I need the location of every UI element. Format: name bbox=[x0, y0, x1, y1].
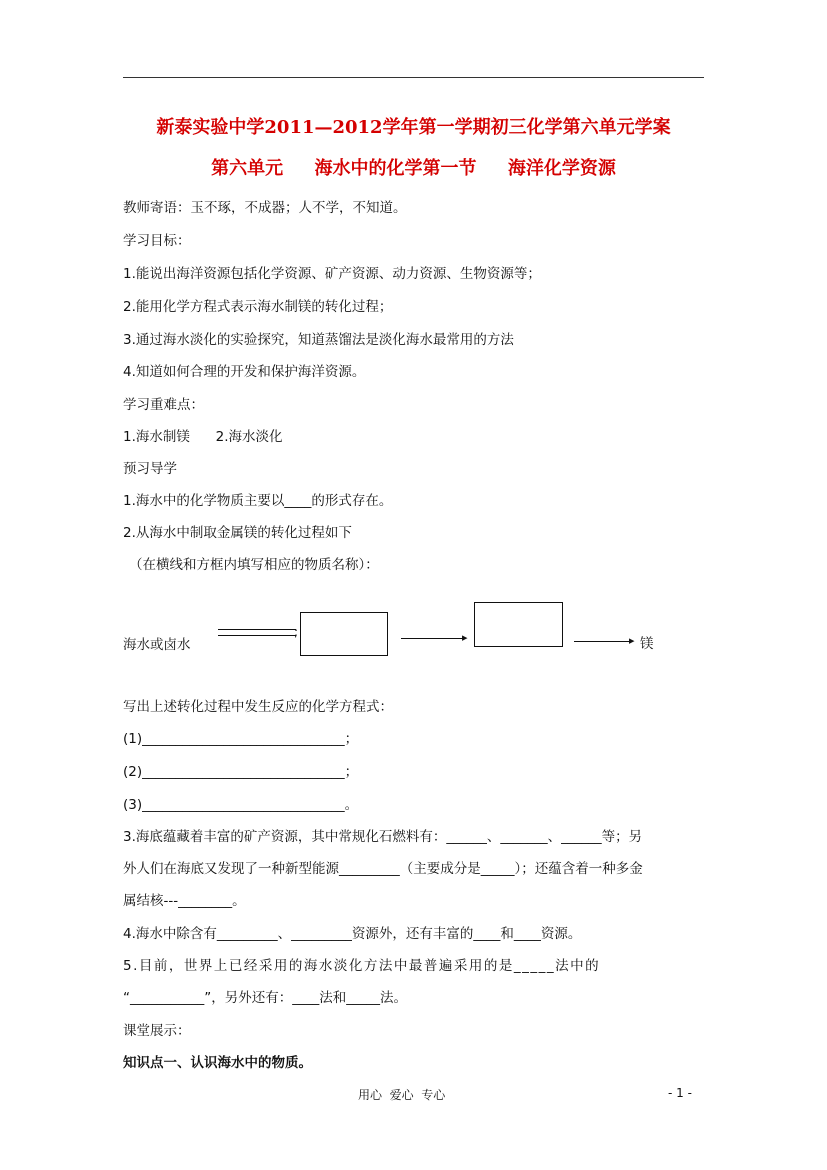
keypoints: 1.海水制镁 2.海水淡化 bbox=[123, 429, 283, 445]
question-2-note: （在横线和方框内填写相应的物质名称）： bbox=[129, 557, 379, 573]
question-5-line-1: 5.目前，世界上已经采用的海水淡化方法中最普遍采用的是_____法中的 bbox=[123, 958, 601, 974]
page-number: - 1 - bbox=[668, 1086, 692, 1100]
teacher-motto: 教师寄语：玉不琢，不成器；人不学，不知道。 bbox=[123, 200, 407, 216]
header-rule bbox=[123, 77, 704, 78]
question-3-line-1: 3.海底蕴藏着丰富的矿产资源，其中常规化石燃料有：______、_______、______等；另 bbox=[123, 829, 643, 845]
question-1: 1.海水中的化学物质主要以____的形式存在。 bbox=[123, 493, 393, 509]
double-arrow-bottom-line bbox=[218, 635, 296, 636]
document-title: 新泰实验中学2011—2012学年第一学期初三化学第六单元学案 bbox=[156, 117, 671, 138]
question-5-line-2: “___________”，另外还有：____法和_____法。 bbox=[123, 990, 407, 1006]
question-3-line-3: 属结核---________。 bbox=[123, 893, 246, 909]
equations-prompt: 写出上述转化过程中发生反应的化学方程式： bbox=[123, 699, 393, 715]
goal-2: 2.能用化学方程式表示海水制镁的转化过程； bbox=[123, 299, 393, 315]
arrow-head-icon: ▸ bbox=[462, 631, 468, 644]
arrow-line-3 bbox=[574, 641, 632, 642]
question-3-line-2: 外人们在海底又发现了一种新型能源_________（主要成分是_____）；还蕴含着一种多金 bbox=[123, 861, 643, 877]
goals-heading: 学习目标： bbox=[123, 233, 191, 249]
equation-3: (3)______________________________。 bbox=[123, 797, 359, 813]
question-2: 2.从海水中制取金属镁的转化过程如下 bbox=[123, 525, 352, 541]
answer-box-1[interactable] bbox=[300, 612, 388, 656]
goal-4: 4.知道如何合理的开发和保护海洋资源。 bbox=[123, 364, 366, 380]
knowledge-point-1: 知识点一、认识海水中的物质。 bbox=[123, 1055, 312, 1071]
diagram-start-label: 海水或卤水 bbox=[123, 637, 191, 653]
double-arrow-top-line bbox=[218, 629, 296, 630]
diagram-end-label: 镁 bbox=[640, 636, 654, 652]
question-4: 4.海水中除含有_________、_________资源外，还有丰富的____和____资源。 bbox=[123, 926, 582, 942]
classroom-heading: 课堂展示： bbox=[123, 1023, 191, 1039]
preview-heading: 预习导学 bbox=[123, 461, 177, 477]
goal-3: 3.通过海水淡化的实验探究，知道蒸馏法是淡化海水最常用的方法 bbox=[123, 332, 514, 348]
equation-2: (2)______________________________； bbox=[123, 764, 359, 780]
arrow-line-2 bbox=[401, 638, 465, 639]
goal-1: 1.能说出海洋资源包括化学资源、矿产资源、动力资源、生物资源等； bbox=[123, 266, 541, 282]
keypoints-heading: 学习重难点： bbox=[123, 397, 204, 413]
footer-slogan: 用心 爱心 专心 bbox=[358, 1088, 446, 1102]
answer-box-2[interactable] bbox=[474, 602, 563, 647]
arrow-head-icon: ▸ bbox=[629, 634, 635, 647]
equation-1: (1)______________________________； bbox=[123, 731, 359, 747]
unit-subtitle: 第六单元 海水中的化学第一节 海洋化学资源 bbox=[211, 158, 616, 179]
arrow-head-icon: ; bbox=[294, 625, 299, 639]
